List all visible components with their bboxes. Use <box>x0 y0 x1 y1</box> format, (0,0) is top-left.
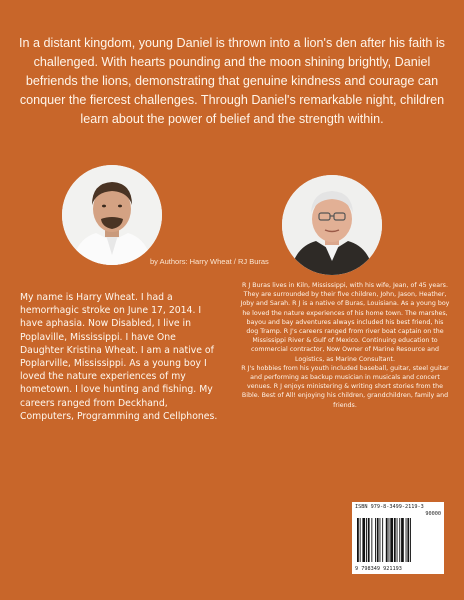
barcode-bars <box>356 518 440 562</box>
isbn-number: ISBN 979-8-3499-2119-3 <box>355 504 424 510</box>
barcode-stripe <box>368 518 370 562</box>
barcode-stripe <box>389 518 390 562</box>
barcode-stripe <box>394 518 396 562</box>
barcode-stripe <box>377 518 379 562</box>
harry-wheat-photo <box>62 165 162 265</box>
barcode-stripe <box>366 518 367 562</box>
barcode-stripe <box>386 518 388 562</box>
barcode <box>352 502 444 574</box>
bio-rj-paragraph: R J Buras lives in Kiln, Mississippi, with his wife, Jean, of 45 years. They are surrounded by their five children, John, Jason, Heather, Joby and Sarah. R J is a native of Buras, Louisiana. As a young boy he loved the nature experiences of his home town. The marshes, bayou and bay adventures always included his best friend, his dog Tramp. R J's careers ranged from river boat captain on the Mississippi River & Gulf of Mexico. Continuing education to commercial contractor, Now Owner of Marine Resource and Logistics, as Marine Consultant. <box>240 282 450 363</box>
barcode-stripe <box>357 518 359 562</box>
story-summary: In a distant kingdom, young Daniel is thrown into a lion's den after his faith is challenged. With hearts pounding and the moon shining brightly, Daniel befriends the lions, demonstrating that genuine kindness and courage can conquer the fiercest challenges. Through Daniel's remarkable night, children learn about the power of belief and the strength within. <box>19 36 445 126</box>
barcode-stripe <box>390 518 393 562</box>
barcode-stripe <box>401 518 404 562</box>
bio-rj-buras <box>240 281 450 410</box>
barcode-stripe <box>371 518 372 562</box>
barcode-stripe <box>397 518 398 562</box>
barcode-stripe <box>380 518 381 562</box>
barcode-stripe <box>407 518 409 562</box>
bio-harry-wheat: My name is Harry Wheat. I had a hemorrhagic stroke on June 17, 2014. I have aphasia. Now Disabled, I live in Poplaville, Mississippi. I have One Daughter Kristina Wheat. I am a native of Poplarville, Mississippi. As a young boy I loved the nature experiences of my hometown. I love hunting and fishing. My careers ranged from Deckhand, Computers, Programming and Cellphones. <box>20 292 218 422</box>
ean-number: 9 798349 921193 <box>355 566 402 572</box>
price-code: 90000 <box>425 511 441 517</box>
bio-rj-paragraph: R J's hobbies from his youth included baseball, guitar, steel guitar and performing as backup musician in musicals and concert venues. R J enjoys ministering & writing short stories from the Bible. Best of All! enjoying his children, grandchildren, family and friends. <box>241 364 449 409</box>
barcode-stripe <box>406 518 407 562</box>
barcode-stripe <box>382 518 383 562</box>
authors-credit: by Authors: Harry Wheat / RJ Buras <box>150 257 269 266</box>
barcode-stripe <box>360 518 361 562</box>
portrait-harry-wheat <box>62 165 162 265</box>
barcode-stripe <box>410 518 411 562</box>
barcode-stripe <box>362 518 365 562</box>
barcode-stripe <box>399 518 400 562</box>
barcode-stripe <box>375 518 376 562</box>
